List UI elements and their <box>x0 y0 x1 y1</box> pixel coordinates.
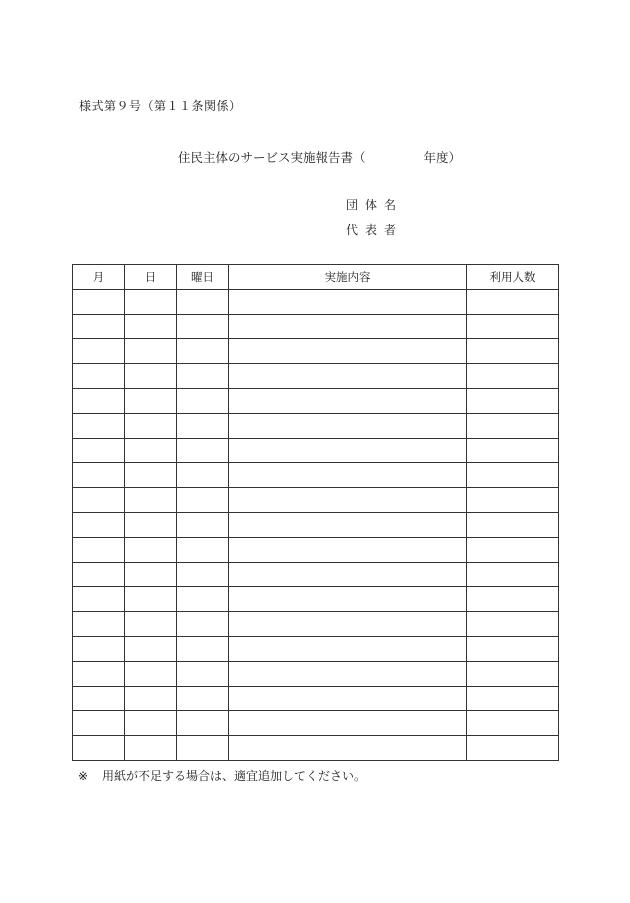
cell-weekday[interactable] <box>177 339 229 364</box>
cell-participants[interactable] <box>467 612 559 637</box>
cell-activity[interactable] <box>229 314 467 339</box>
cell-month[interactable] <box>73 388 125 413</box>
table-row <box>73 339 559 364</box>
cell-participants[interactable] <box>467 636 559 661</box>
cell-weekday[interactable] <box>177 413 229 438</box>
cell-day[interactable] <box>125 736 177 761</box>
cell-activity[interactable] <box>229 388 467 413</box>
table-row <box>73 686 559 711</box>
cell-month[interactable] <box>73 314 125 339</box>
cell-participants[interactable] <box>467 587 559 612</box>
cell-weekday[interactable] <box>177 636 229 661</box>
cell-activity[interactable] <box>229 438 467 463</box>
cell-participants[interactable] <box>467 289 559 314</box>
cell-participants[interactable] <box>467 364 559 389</box>
cell-activity[interactable] <box>229 413 467 438</box>
cell-activity[interactable] <box>229 636 467 661</box>
cell-month[interactable] <box>73 339 125 364</box>
cell-day[interactable] <box>125 661 177 686</box>
cell-weekday[interactable] <box>177 364 229 389</box>
cell-participants[interactable] <box>467 562 559 587</box>
table-row <box>73 636 559 661</box>
cell-activity[interactable] <box>229 463 467 488</box>
cell-participants[interactable] <box>467 711 559 736</box>
table-row <box>73 711 559 736</box>
cell-day[interactable] <box>125 711 177 736</box>
cell-month[interactable] <box>73 438 125 463</box>
table-row <box>73 661 559 686</box>
cell-day[interactable] <box>125 587 177 612</box>
cell-participants[interactable] <box>467 537 559 562</box>
cell-day[interactable] <box>125 488 177 513</box>
table-row <box>73 537 559 562</box>
cell-day[interactable] <box>125 339 177 364</box>
form-number: 様式第９号（第１１条関係） <box>79 99 242 113</box>
organization-name-label: 団 体 名 <box>346 198 397 212</box>
header-month: 月 <box>73 265 125 290</box>
cell-weekday[interactable] <box>177 512 229 537</box>
cell-weekday[interactable] <box>177 289 229 314</box>
cell-activity[interactable] <box>229 686 467 711</box>
cell-participants[interactable] <box>467 339 559 364</box>
cell-month[interactable] <box>73 562 125 587</box>
cell-participants[interactable] <box>467 314 559 339</box>
cell-participants[interactable] <box>467 736 559 761</box>
title-prefix: 住民主体のサービス実施報告書（ <box>178 150 366 165</box>
cell-activity[interactable] <box>229 289 467 314</box>
cell-activity[interactable] <box>229 711 467 736</box>
header-weekday: 曜日 <box>177 265 229 290</box>
table-row <box>73 562 559 587</box>
cell-day[interactable] <box>125 612 177 637</box>
cell-weekday[interactable] <box>177 488 229 513</box>
cell-month[interactable] <box>73 661 125 686</box>
representative-label: 代 表 者 <box>346 223 397 237</box>
cell-weekday[interactable] <box>177 537 229 562</box>
header-activity: 実施内容 <box>229 265 467 290</box>
cell-day[interactable] <box>125 686 177 711</box>
cell-month[interactable] <box>73 686 125 711</box>
cell-day[interactable] <box>125 463 177 488</box>
table-row <box>73 413 559 438</box>
table-body <box>73 289 559 760</box>
table-row <box>73 512 559 537</box>
cell-participants[interactable] <box>467 413 559 438</box>
cell-weekday[interactable] <box>177 612 229 637</box>
table-row <box>73 289 559 314</box>
cell-activity[interactable] <box>229 587 467 612</box>
cell-participants[interactable] <box>467 512 559 537</box>
table-row <box>73 463 559 488</box>
cell-month[interactable] <box>73 463 125 488</box>
table-row <box>73 736 559 761</box>
cell-month[interactable] <box>73 413 125 438</box>
cell-weekday[interactable] <box>177 587 229 612</box>
note-text: 用紙が不足する場合は、適宜追加してください。 <box>102 769 367 783</box>
cell-participants[interactable] <box>467 388 559 413</box>
cell-day[interactable] <box>125 388 177 413</box>
cell-weekday[interactable] <box>177 438 229 463</box>
table-row <box>73 364 559 389</box>
cell-participants[interactable] <box>467 438 559 463</box>
cell-weekday[interactable] <box>177 686 229 711</box>
cell-activity[interactable] <box>229 562 467 587</box>
cell-weekday[interactable] <box>177 736 229 761</box>
cell-month[interactable] <box>73 711 125 736</box>
table-row <box>73 488 559 513</box>
cell-day[interactable] <box>125 438 177 463</box>
cell-weekday[interactable] <box>177 661 229 686</box>
cell-activity[interactable] <box>229 612 467 637</box>
cell-month[interactable] <box>73 364 125 389</box>
header-participants: 利用人数 <box>467 265 559 290</box>
cell-day[interactable] <box>125 314 177 339</box>
cell-activity[interactable] <box>229 736 467 761</box>
cell-month[interactable] <box>73 512 125 537</box>
cell-activity[interactable] <box>229 512 467 537</box>
cell-day[interactable] <box>125 537 177 562</box>
cell-participants[interactable] <box>467 661 559 686</box>
cell-month[interactable] <box>73 736 125 761</box>
cell-month[interactable] <box>73 587 125 612</box>
table-row <box>73 587 559 612</box>
table-row <box>73 314 559 339</box>
cell-day[interactable] <box>125 636 177 661</box>
cell-month[interactable] <box>73 537 125 562</box>
note-mark: ※ <box>78 769 89 783</box>
cell-activity[interactable] <box>229 339 467 364</box>
cell-month[interactable] <box>73 612 125 637</box>
cell-weekday[interactable] <box>177 711 229 736</box>
cell-month[interactable] <box>73 289 125 314</box>
header-day: 日 <box>125 265 177 290</box>
cell-day[interactable] <box>125 289 177 314</box>
footnote <box>78 767 366 784</box>
cell-weekday[interactable] <box>177 314 229 339</box>
table-row <box>73 438 559 463</box>
cell-weekday[interactable] <box>177 463 229 488</box>
cell-activity[interactable] <box>229 661 467 686</box>
report-title <box>178 148 461 166</box>
cell-month[interactable] <box>73 488 125 513</box>
cell-activity[interactable] <box>229 537 467 562</box>
cell-activity[interactable] <box>229 488 467 513</box>
cell-weekday[interactable] <box>177 388 229 413</box>
title-suffix: 年度） <box>423 150 462 165</box>
report-table <box>72 264 559 761</box>
cell-participants[interactable] <box>467 463 559 488</box>
cell-day[interactable] <box>125 512 177 537</box>
cell-day[interactable] <box>125 562 177 587</box>
cell-participants[interactable] <box>467 488 559 513</box>
cell-month[interactable] <box>73 636 125 661</box>
table-row <box>73 388 559 413</box>
cell-participants[interactable] <box>467 686 559 711</box>
cell-weekday[interactable] <box>177 562 229 587</box>
cell-day[interactable] <box>125 413 177 438</box>
table-header-row <box>73 265 559 290</box>
cell-activity[interactable] <box>229 364 467 389</box>
table-row <box>73 612 559 637</box>
cell-day[interactable] <box>125 364 177 389</box>
